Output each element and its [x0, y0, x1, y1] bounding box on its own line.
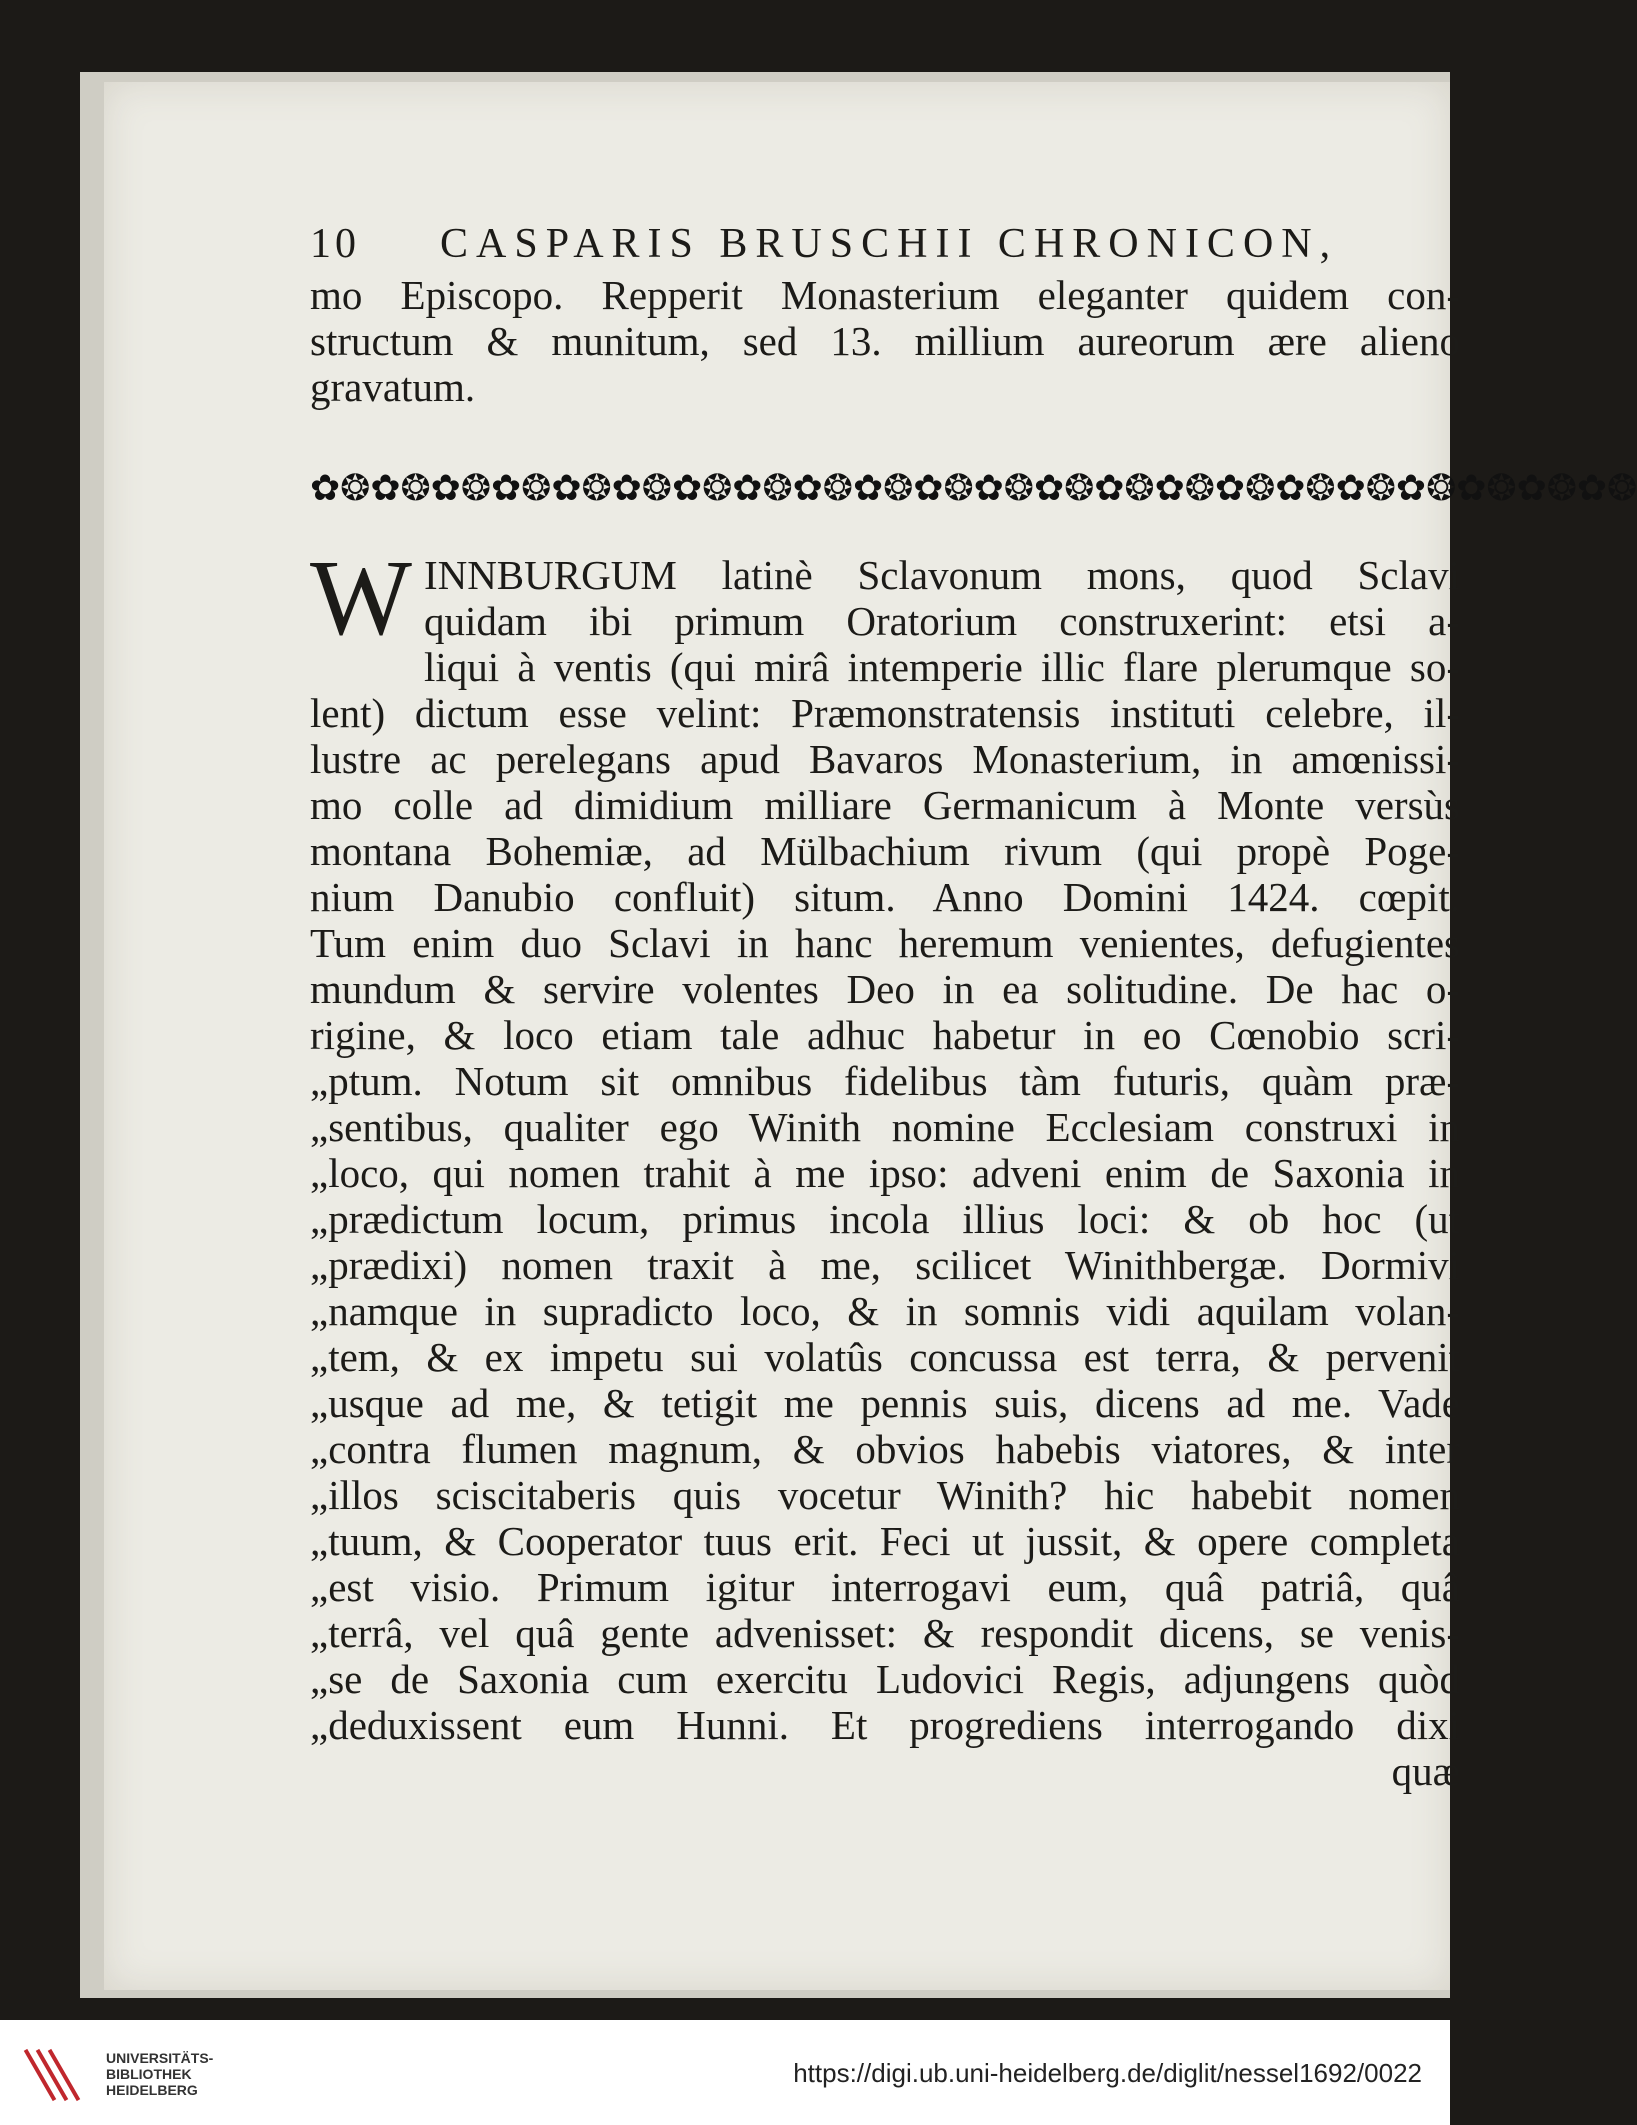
- decorative-ornament-band: ✿❂✿❂✿❂✿❂✿❂✿❂✿❂✿❂✿❂✿❂✿❂✿❂✿❂✿❂✿❂✿❂✿❂✿❂✿❂✿❂✿❂✿❂: [310, 468, 1637, 508]
- text-line: mo Episcopo. Repperit Monasterium eleganter quidem con-: [310, 272, 1460, 318]
- main-paragraph: [310, 539, 1460, 1794]
- text-line: structum & munitum, sed 13. millium aureorum ære alieno: [310, 318, 1460, 364]
- text-line: „contra flumen magnum, & obvios habebis viatores, & inter: [310, 1426, 1460, 1472]
- text-line: „est visio. Primum igitur interrogavi eum, quâ patriâ, quâ: [310, 1564, 1460, 1610]
- text-line: liqui à ventis (qui mirâ intemperie illic flare plerumque so-: [423, 644, 1460, 690]
- catchword: quæ: [1391, 1748, 1460, 1794]
- running-head: [310, 220, 1460, 272]
- text-line: montana Bohemiæ, ad Mülbachium rivum (qui propè Poge-: [310, 828, 1460, 874]
- text-line: lent) dictum esse velint: Præmonstratensis instituti celebre, il-: [310, 690, 1460, 736]
- text-line: gravatum.: [310, 364, 476, 410]
- text-line: mundum & servire volentes Deo in ea solitudine. De hac o-: [310, 966, 1460, 1012]
- book-page: [104, 82, 1637, 1990]
- university-library-logo-icon: [20, 2040, 90, 2110]
- text-line: mo colle ad dimidium milliare Germanicum à Monte versùs: [310, 782, 1460, 828]
- viewer-footer: [0, 2020, 1450, 2125]
- library-name-line: HEIDELBERG: [106, 2082, 198, 2098]
- text-line: INNBURGUM latinè Sclavonum mons, quod Sclavi: [423, 552, 1460, 598]
- intro-paragraph: [310, 272, 1460, 410]
- text-line: „se de Saxonia cum exercitu Ludovici Regis, adjungens quòd: [310, 1656, 1460, 1702]
- text-line: nium Danubio confluit) situm. Anno Domini 1424. cœpit.: [310, 874, 1460, 920]
- library-name: [106, 2050, 213, 2098]
- permalink-url[interactable]: https://digi.ub.uni-heidelberg.de/diglit/nessel1692/0022: [793, 2058, 1422, 2088]
- text-line: „tuum, & Cooperator tuus erit. Feci ut jussit, & opere completa: [310, 1518, 1460, 1564]
- library-name-line: UNIVERSITÄTS-: [106, 2050, 214, 2066]
- text-line: rigine, & loco etiam tale adhuc habetur in eo Cœnobio scri-: [310, 1012, 1460, 1058]
- text-line: „ptum. Notum sit omnibus fidelibus tàm futuris, quàm præ-: [310, 1058, 1460, 1104]
- text-line: „namque in supradicto loco, & in somnis vidi aquilam volan-: [310, 1288, 1460, 1334]
- text-line: „illos sciscitaberis quis vocetur Winith? hic habebit nomen: [310, 1472, 1460, 1518]
- text-line: lustre ac perelegans apud Bavaros Monasterium, in amœnissi-: [310, 736, 1460, 782]
- text-line: „terrâ, vel quâ gente advenisset: & respondit dicens, se venis-: [310, 1610, 1460, 1656]
- library-name-line: BIBLIOTHEK: [106, 2066, 192, 2082]
- text-line: „loco, qui nomen trahit à me ipso: adveni enim de Saxonia in: [310, 1150, 1460, 1196]
- text-line: quidam ibi primum Oratorium construxerint: etsi a-: [423, 598, 1460, 644]
- text-line: „prædixi) nomen traxit à me, scilicet Winithbergæ. Dormivi: [310, 1242, 1460, 1288]
- running-title: CASPARIS BRUSCHII CHRONICON,: [440, 221, 1339, 267]
- text-line: „deduxissent eum Hunni. Et progrediens interrogando dixi: [310, 1702, 1460, 1748]
- page-content: [310, 220, 1637, 1794]
- drop-cap: W: [310, 539, 412, 658]
- page-number: 10: [310, 221, 360, 267]
- text-line: „sentibus, qualiter ego Winith nomine Ecclesiam construxi in: [310, 1104, 1460, 1150]
- text-line: „usque ad me, & tetigit me pennis suis, dicens ad me. Vade: [310, 1380, 1460, 1426]
- text-line: „tem, & ex impetu sui volatûs concussa est terra, & pervenit: [310, 1334, 1460, 1380]
- text-line: „prædictum locum, primus incola illius loci: & ob hoc (ut: [310, 1196, 1460, 1242]
- text-line: Tum enim duo Sclavi in hanc heremum venientes, defugientes: [310, 920, 1460, 966]
